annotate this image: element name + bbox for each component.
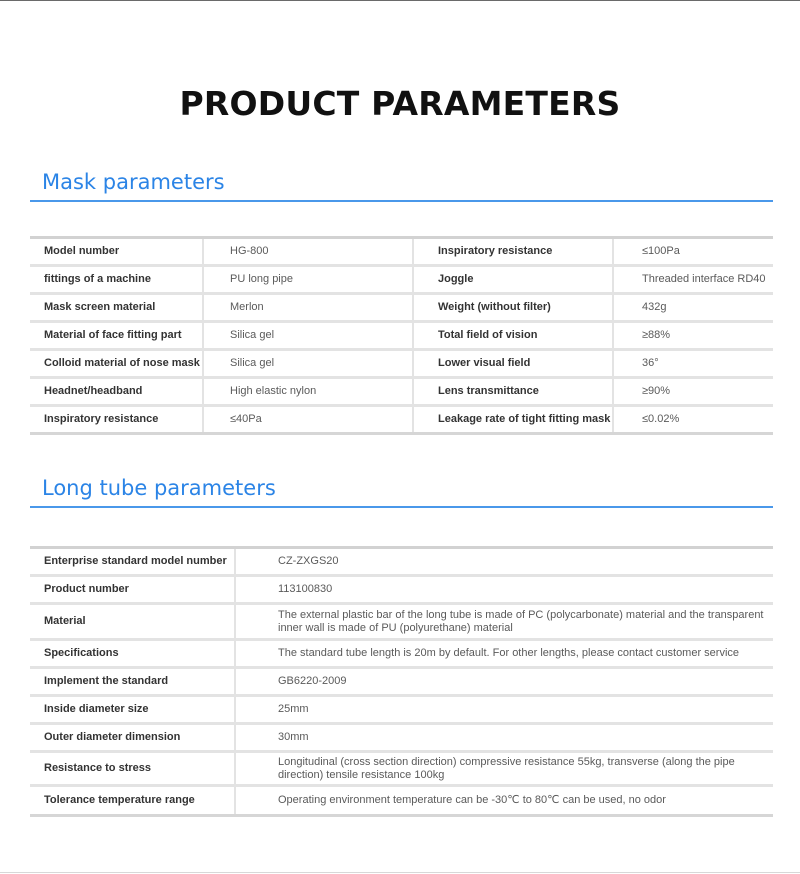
parameter-value: HG-800	[230, 245, 269, 257]
bottom-rule	[0, 872, 800, 873]
table-row	[30, 697, 773, 725]
parameter-name: Mask screen material	[44, 301, 156, 313]
table-row	[30, 753, 773, 787]
parameter-name: Colloid material of nose mask	[44, 357, 200, 369]
mask-section-heading: Mask parameters	[42, 170, 225, 194]
parameter-value: ≥90%	[642, 385, 671, 397]
parameter-name: Tolerance temperature range	[44, 794, 195, 806]
parameter-value: 36°	[642, 357, 659, 369]
tube-parameters-table	[30, 546, 773, 817]
parameter-name: Implement the standard	[44, 675, 169, 687]
parameter-value: ≤40Pa	[230, 413, 262, 425]
parameter-name: Inside diameter size	[44, 703, 149, 715]
table-row	[30, 295, 773, 323]
parameter-name: Lower visual field	[438, 357, 531, 369]
parameter-value: Silica gel	[230, 329, 275, 341]
parameter-value: 25mm	[278, 703, 309, 715]
table-row	[30, 549, 773, 577]
table-row	[30, 323, 773, 351]
mask-parameters-table	[30, 236, 773, 435]
table-row	[30, 239, 773, 267]
table-row	[30, 605, 773, 641]
table-row	[30, 641, 773, 669]
column-divider	[234, 787, 236, 814]
parameter-value: Merlon	[230, 301, 264, 313]
parameter-value: CZ-ZXGS20	[278, 555, 339, 567]
parameter-name: Inspiratory resistance	[438, 245, 553, 257]
parameter-name: Leakage rate of tight fitting mask	[438, 413, 611, 425]
parameter-value: The standard tube length is 20m by default. For other lengths, please contact customer service	[278, 647, 740, 659]
top-rule	[0, 0, 800, 1]
column-divider	[234, 641, 236, 666]
table-row	[30, 379, 773, 407]
parameter-value: Longitudinal (cross section direction) compressive resistance 55kg, transverse (along the pipe direction) tensile resistance 100kg	[278, 755, 735, 781]
parameter-name: Material of face fitting part	[44, 329, 182, 341]
parameter-value: ≤0.02%	[642, 413, 680, 425]
parameter-name: Joggle	[438, 273, 474, 285]
parameter-value: PU long pipe	[230, 273, 293, 285]
table-row	[30, 577, 773, 605]
parameter-value: 432g	[642, 301, 667, 313]
table-row	[30, 351, 773, 379]
tube-section-heading: Long tube parameters	[42, 476, 276, 500]
parameter-name: fittings of a machine	[44, 273, 151, 285]
parameter-name: Weight (without filter)	[438, 301, 551, 313]
column-divider	[234, 549, 236, 574]
parameter-value: Threaded interface RD40	[642, 273, 766, 285]
tube-section-underline	[30, 506, 773, 508]
parameter-name: Product number	[44, 583, 129, 595]
table-row	[30, 407, 773, 435]
table-row	[30, 267, 773, 295]
page-title: PRODUCT PARAMETERS	[179, 84, 621, 123]
parameter-value: 113100830	[278, 583, 333, 595]
column-divider	[234, 605, 236, 638]
table-row	[30, 669, 773, 697]
column-divider	[234, 669, 236, 694]
parameter-value: Operating environment temperature can be -30℃ to 80℃ can be used, no odor	[278, 794, 666, 806]
parameter-value: High elastic nylon	[230, 385, 317, 397]
parameter-value: 30mm	[278, 731, 309, 743]
parameter-name: Resistance to stress	[44, 762, 151, 774]
parameter-value: ≤100Pa	[642, 245, 680, 257]
parameter-name: Inspiratory resistance	[44, 413, 159, 425]
mask-section-underline	[30, 200, 773, 202]
table-row	[30, 787, 773, 817]
parameter-name: Enterprise standard model number	[44, 555, 227, 567]
parameter-name: Material	[44, 615, 86, 627]
table-row	[30, 725, 773, 753]
column-divider	[234, 753, 236, 784]
parameter-name: Specifications	[44, 647, 119, 659]
parameter-value: ≥88%	[642, 329, 671, 341]
column-divider	[234, 577, 236, 602]
column-divider	[234, 725, 236, 750]
parameter-name: Headnet/headband	[44, 385, 143, 397]
parameter-name: Total field of vision	[438, 329, 538, 341]
parameter-name: Lens transmittance	[438, 385, 539, 397]
parameter-value: Silica gel	[230, 357, 275, 369]
parameter-value: The external plastic bar of the long tube is made of PC (polycarbonate) material and the transparent inner wall is made of PU (polyurethane) material	[278, 608, 764, 634]
parameter-name: Outer diameter dimension	[44, 731, 181, 743]
parameter-value: GB6220-2009	[278, 675, 347, 687]
column-divider	[234, 697, 236, 722]
parameter-name: Model number	[44, 245, 120, 257]
